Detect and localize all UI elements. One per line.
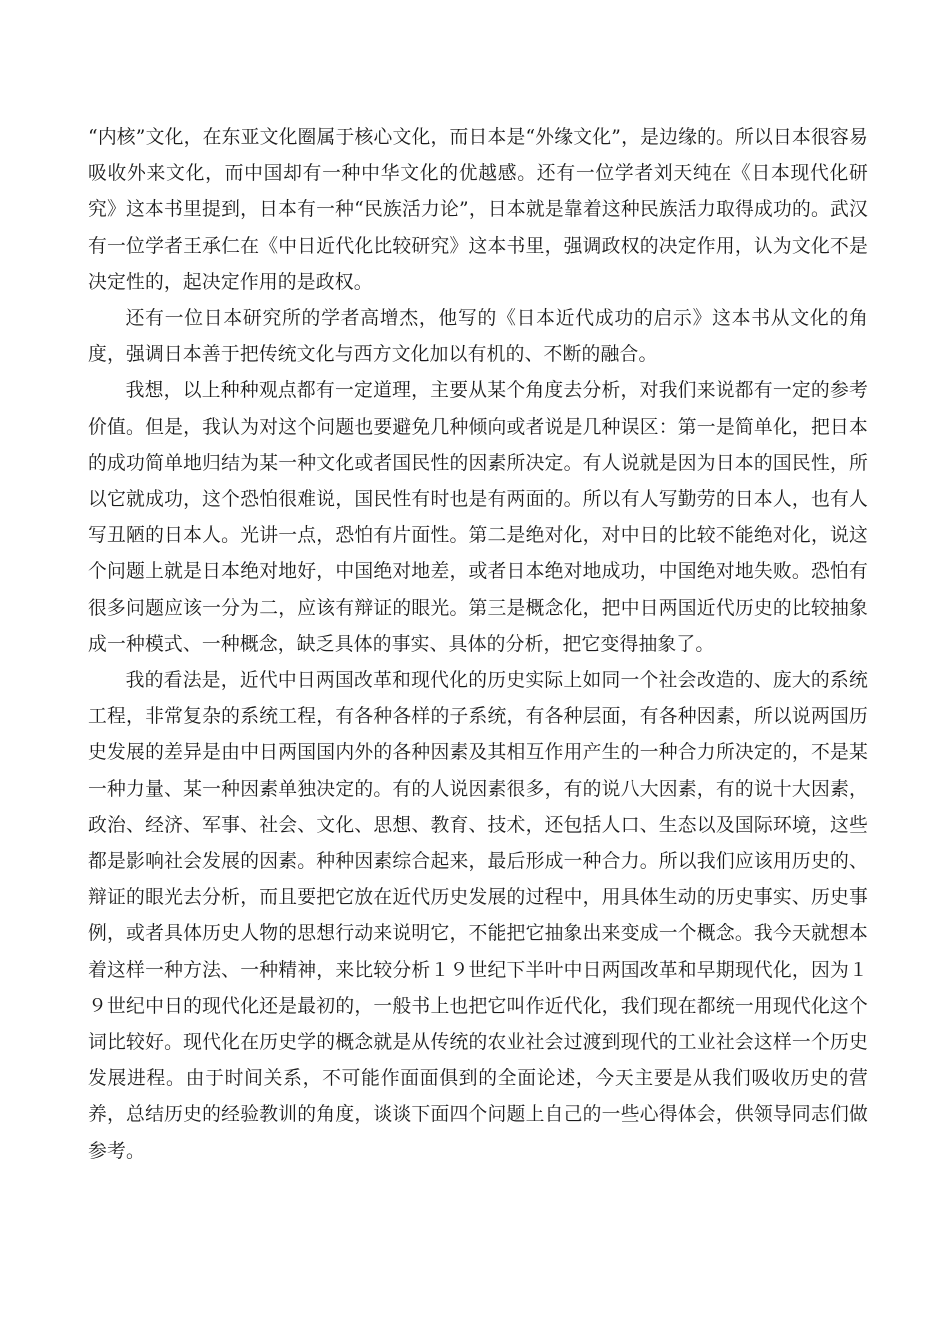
document-body (88, 120, 868, 1170)
paragraph: 还有一位日本研究所的学者高增杰，他写的《日本近代成功的启示》这本书从文化的角度，强调日本善于把传统文化与西方文化加以有机的、不断的融合。 (88, 308, 868, 366)
paragraph: 我的看法是，近代中日两国改革和现代化的历史实际上如同一个社会改造的、庞大的系统工程，非常复杂的系统工程，有各种各样的子系统，有各种层面，有各种因素，所以说两国历史发展的差异是由中日两国国内外的各种因素及其相互作用产生的一种合力所决定的，不是某一种力量、某一种因素单独决定的。有的人说因素很多，有的说八大因素，有的说十大因素，政治、经济、军事、社会、文化、思想、教育、技术，还包括人口、生态以及国际环境，这些都是影响社会发展的因素。种种因素综合起来，最后形成一种合力。所以我们应该用历史的、辩证的眼光去分析，而且要把它放在近代历史发展的过程中，用具体生动的历史事实、历史事例，或者具体历史人物的思想行动来说明它，不能把它抽象出来变成一个概念。我今天就想本着这样一种方法、一种精神，来比较分析１９世纪下半叶中日两国改革和早期现代化，因为１９世纪中日的现代化还是最初的，一般书上也把它叫作近代化，我们现在都统一用现代化这个词比较好。现代化在历史学的概念就是从传统的农业社会过渡到现代的工业社会这样一个历史发展进程。由于时间关系，不可能作面面俱到的全面论述，今天主要是从我们吸收历史的营养，总结历史的经验教训的角度，谈谈下面四个问题上自己的一些心得体会，供领导同志们做参考。 (88, 670, 868, 1162)
paragraph-continued: “内核”文化，在东亚文化圈属于核心文化，而日本是“外缘文化”，是边缘的。所以日本很容易吸收外来文化，而中国却有一种中华文化的优越感。还有一位学者刘天纯在《日本现代化研究》这本书里提到，日本有一种“民族活力论”，日本就是靠着这种民族活力取得成功的。武汉有一位学者王承仁在《中日近代化比较研究》这本书里，强调政权的决定作用，认为文化不是决定性的，起决定作用的是政权。 (88, 127, 868, 293)
paragraph: 我想，以上种种观点都有一定道理，主要从某个角度去分析，对我们来说都有一定的参考价值。但是，我认为对这个问题也要避免几种倾向或者说是几种误区：第一是简单化，把日本的成功简单地归结为某一种文化或者国民性的因素所决定。有人说就是因为日本的国民性，所以它就成功，这个恐怕很难说，国民性有时也是有两面的。所以有人写勤劳的日本人，也有人写丑陋的日本人。光讲一点，恐怕有片面性。第二是绝对化，对中日的比较不能绝对化，说这个问题上就是日本绝对地好，中国绝对地差，或者日本绝对地成功，中国绝对地失败。恐怕有很多问题应该一分为二，应该有辩证的眼光。第三是概念化，把中日两国近代历史的比较抽象成一种模式、一种概念，缺乏具体的事实、具体的分析，把它变得抽象了。 (88, 380, 868, 655)
